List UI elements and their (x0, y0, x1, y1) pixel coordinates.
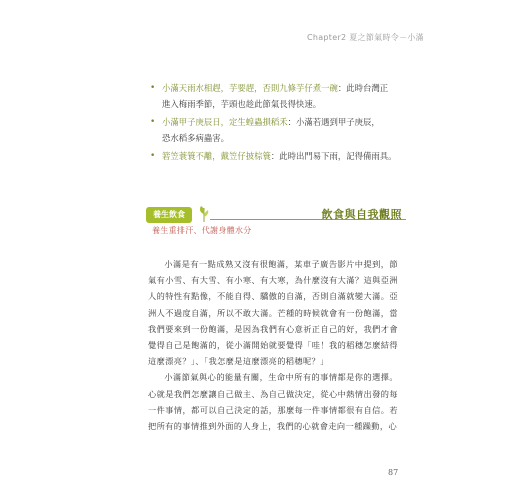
proverb-explanation-cont: 恐水稻多病蟲害。 (162, 132, 229, 143)
bullet-dot-icon: • (150, 83, 156, 93)
proverb-text: 小滿天雨水相趕，芋要趕，否則九條芋仔煮一碗 (162, 83, 338, 93)
proverb-text: 小滿甲子庚辰日，定生蝗蟲損稻禾 (162, 117, 288, 127)
proverb-item (150, 115, 440, 146)
proverb-explanation: ：此時出門易下雨，記得備雨具。 (270, 151, 397, 161)
page-number: 87 (388, 468, 399, 477)
bullet-dot-icon: • (150, 117, 156, 127)
proverb-explanation-cont: 進入梅雨季節，芋頭也趁此節氣長得快速。 (162, 98, 322, 109)
bullet-dot-icon: • (150, 151, 156, 161)
proverb-explanation: ：此時台灣正 (337, 83, 389, 93)
section-tag: 養生飲食 (146, 207, 192, 223)
proverb-item (150, 149, 440, 165)
proverb-list (150, 81, 440, 168)
paragraph: 小滿節氣與心的能量有關，生命中所有的事情都是你的選擇。心就是我們怎麼讓自己做主、為自己做決定，從心中熱情出發的每一件事情，都可以自己決定的話，那麼每一件事情都很有自信。若把所有的事情推到外面的人身上，我們的心就會走向一種躁動，心 (148, 372, 398, 432)
running-header: Chapter2 夏之節氣時令－小滿 (306, 33, 424, 42)
leaf-icon (198, 205, 210, 223)
proverb-explanation: ：小滿若遇到甲子庚辰， (287, 117, 380, 127)
proverb-item (150, 81, 440, 112)
section-subtitle: 養生重排汗、代謝身體水分 (152, 226, 252, 235)
section-title: 飲食與自我觀照 (321, 208, 402, 221)
section-heading (146, 203, 406, 237)
paragraph: 小滿是有一點成熟又沒有很飽滿，某車子廣告影片中提到，節氣有小雪、有大雪、有小寒、有大寒，為什麼沒有大滿？這與亞洲人的特性有點像，不能自得、驕傲的自滿，否則自滿就變大滿。亞洲人不過度自滿，所以不敢大滿。芒種的時候就會有一份飽滿，當我們要來到一份飽滿，是因為我們有心意祈正自己的好，我們才會覺得自己是飽滿的，從小滿開始就要覺得「哇！我的稻穗怎麼結得這麼漂亮？」、「我怎麼是這麼漂亮的稻穗呢？」 (148, 259, 398, 367)
body-text (148, 256, 398, 434)
proverb-text: 箬笠蓑簑不離，戴笠仔披棕簑 (162, 151, 271, 161)
